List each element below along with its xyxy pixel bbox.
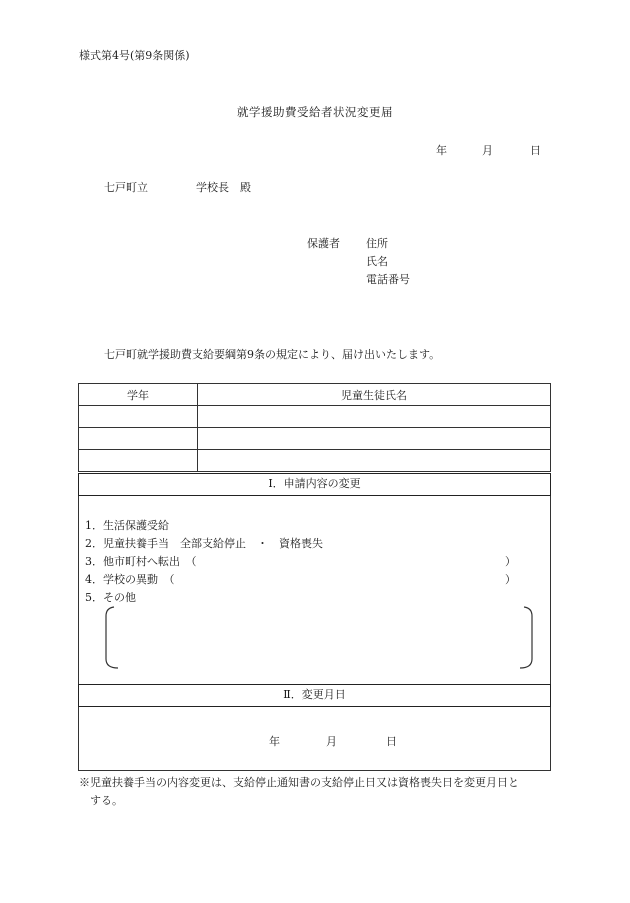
form-number: 様式第4号(第9条関係): [79, 49, 190, 62]
guardian-name-label: 氏名: [366, 255, 388, 268]
transfer-close-paren: ）: [505, 573, 516, 586]
guardian-label: 保護者: [307, 237, 340, 250]
table-header-row: [79, 384, 551, 406]
table-row: [79, 406, 551, 428]
change-date-month-label: 月: [326, 735, 337, 748]
date-year-label: 年: [436, 144, 447, 157]
student-table: [78, 383, 551, 472]
statement: 七戸町就学援助費支給要綱第9条の規定により、届け出いたします。: [104, 348, 441, 361]
grade-cell[interactable]: [79, 428, 198, 450]
change-item-school-transfer: 4．学校の異動 （: [85, 573, 175, 586]
section2-body: [78, 707, 551, 771]
table-row: [79, 428, 551, 450]
document-title: 就学援助費受給者状況変更届: [237, 105, 393, 119]
grade-cell[interactable]: [79, 406, 198, 428]
guardian-phone-label: 電話番号: [366, 273, 410, 286]
guardian-address-label: 住所: [366, 237, 388, 250]
change-date-year-label: 年: [269, 735, 280, 748]
grade-cell[interactable]: [79, 450, 198, 472]
addressee-school: 学校長 殿: [196, 181, 251, 194]
section2-header: Ⅱ．変更月日: [78, 684, 551, 707]
relocation-close-paren: ）: [505, 555, 516, 568]
date-day-label: 日: [530, 144, 541, 157]
student-name-cell[interactable]: [198, 428, 551, 450]
other-details-bracket[interactable]: [100, 606, 540, 670]
footnote-line1: ※児童扶養手当の内容変更は、支給停止通知書の支給停止日又は資格喪失日を変更月日と: [79, 776, 519, 789]
footnote-line2: する。: [90, 794, 123, 807]
student-name-cell[interactable]: [198, 406, 551, 428]
section1-header: Ⅰ．申請内容の変更: [78, 473, 551, 496]
grade-header: 学年: [79, 384, 198, 406]
change-date-day-label: 日: [386, 735, 397, 748]
date-month-label: 月: [482, 144, 493, 157]
table-row: [79, 450, 551, 472]
change-item-relocation: 3．他市町村へ転出 （: [85, 555, 197, 568]
addressee-town: 七戸町立: [104, 181, 148, 194]
change-item-child-allowance: 2．児童扶養手当 全部支給停止 ・ 資格喪失: [85, 537, 323, 550]
student-name-header: 児童生徒氏名: [198, 384, 551, 406]
change-item-welfare: 1．生活保護受給: [85, 519, 169, 532]
change-item-other: 5．その他: [85, 591, 136, 604]
student-name-cell[interactable]: [198, 450, 551, 472]
